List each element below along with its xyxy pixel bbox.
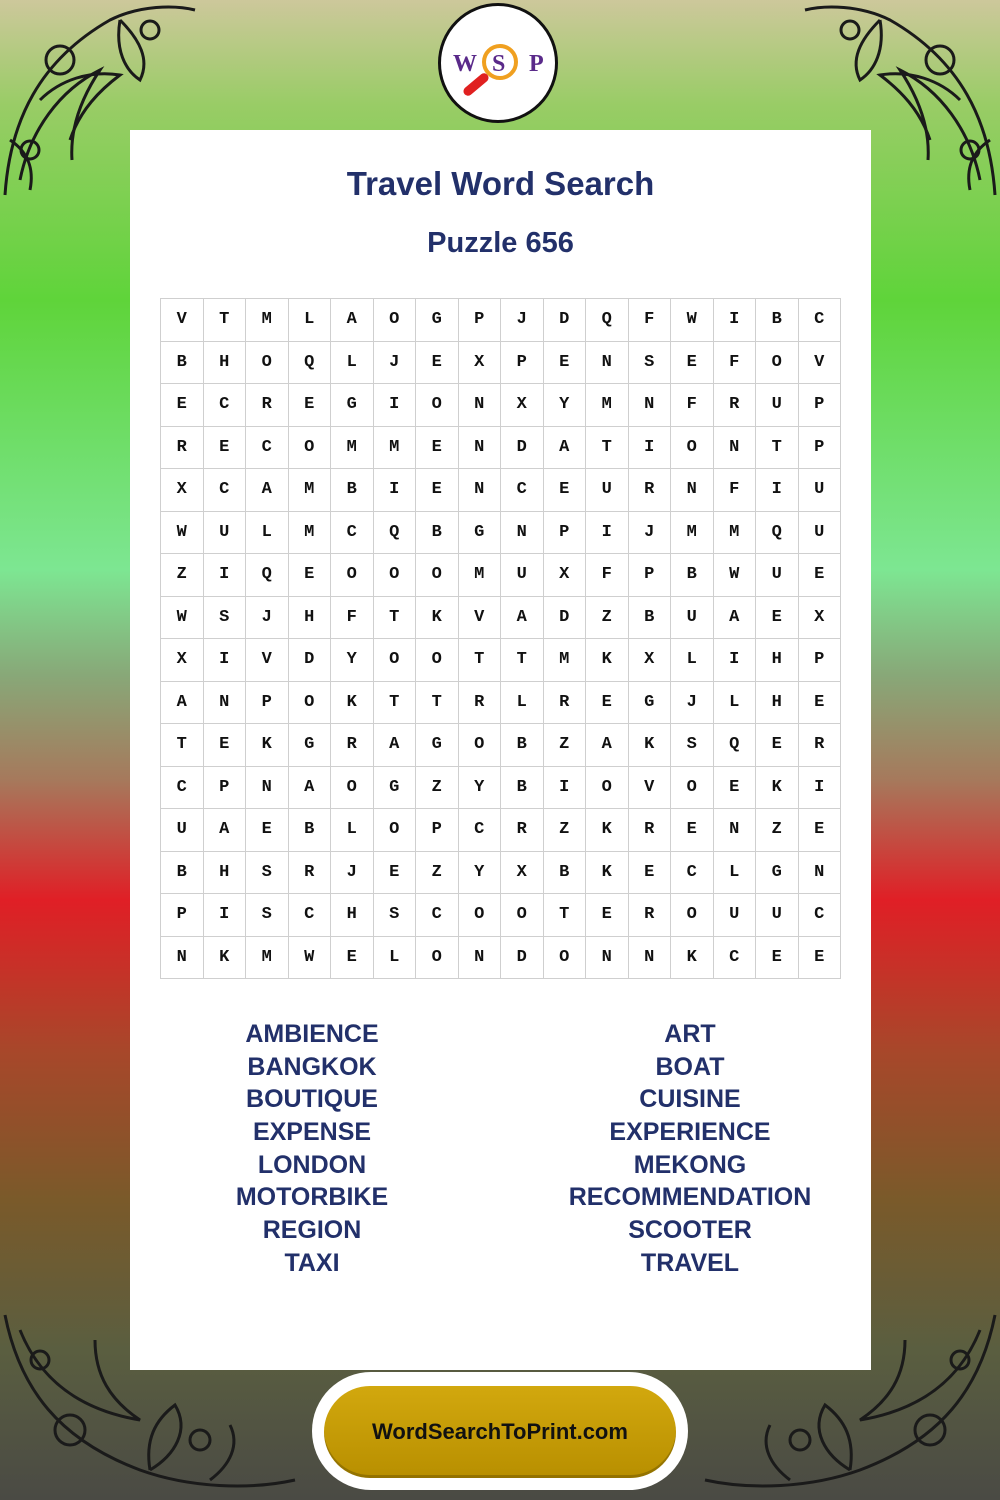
grid-cell[interactable]: F — [629, 299, 672, 342]
word-list-item: AMBIENCE — [245, 1020, 379, 1048]
grid-cell[interactable]: N — [799, 852, 842, 895]
grid-cell[interactable]: P — [799, 427, 842, 470]
grid-cell[interactable]: V — [161, 299, 204, 342]
logo-letter-s: S — [492, 51, 506, 77]
grid-cell[interactable]: I — [374, 384, 417, 427]
grid-cell[interactable]: B — [671, 554, 714, 597]
grid-cell[interactable]: B — [756, 299, 799, 342]
grid-cell[interactable]: S — [671, 724, 714, 767]
grid-cell[interactable]: C — [501, 469, 544, 512]
grid-cell[interactable]: O — [501, 894, 544, 937]
grid-cell[interactable]: W — [671, 299, 714, 342]
grid-cell[interactable]: A — [204, 809, 247, 852]
grid-cell[interactable]: C — [204, 384, 247, 427]
grid-cell[interactable]: Y — [459, 852, 502, 895]
grid-cell[interactable]: Q — [289, 342, 332, 385]
grid-cell[interactable]: K — [629, 724, 672, 767]
grid-cell[interactable]: P — [416, 809, 459, 852]
grid-cell[interactable]: N — [629, 384, 672, 427]
grid-cell[interactable]: G — [374, 767, 417, 810]
grid-cell[interactable]: H — [204, 342, 247, 385]
grid-cell[interactable]: Y — [331, 639, 374, 682]
word-list-left — [212, 1018, 412, 1280]
grid-cell[interactable]: A — [714, 597, 757, 640]
grid-cell[interactable]: C — [459, 809, 502, 852]
grid-cell[interactable]: N — [586, 937, 629, 980]
word-list-item: RECOMMENDATION — [568, 1183, 812, 1212]
grid-cell[interactable]: E — [671, 342, 714, 385]
grid-cell[interactable]: I — [756, 469, 799, 512]
logo-letter-p: P — [529, 51, 544, 77]
grid-cell[interactable]: M — [374, 427, 417, 470]
grid-cell[interactable]: S — [246, 894, 289, 937]
grid-cell[interactable]: J — [629, 512, 672, 555]
grid-cell[interactable]: U — [161, 809, 204, 852]
grid-cell[interactable]: B — [501, 767, 544, 810]
grid-cell[interactable]: O — [416, 554, 459, 597]
grid-cell[interactable]: L — [246, 512, 289, 555]
word-list-item: ART — [664, 1020, 716, 1048]
grid-cell[interactable]: D — [544, 299, 587, 342]
grid-cell[interactable]: I — [204, 639, 247, 682]
grid-cell[interactable]: R — [799, 724, 842, 767]
grid-cell[interactable]: O — [416, 937, 459, 980]
grid-cell[interactable]: O — [416, 639, 459, 682]
grid-cell[interactable]: A — [501, 597, 544, 640]
grid-cell[interactable]: J — [671, 682, 714, 725]
grid-cell[interactable]: C — [799, 299, 842, 342]
grid-cell[interactable]: E — [416, 427, 459, 470]
grid-cell[interactable]: O — [459, 724, 502, 767]
grid-cell[interactable]: M — [289, 469, 332, 512]
grid-cell[interactable]: W — [161, 512, 204, 555]
grid-cell[interactable]: J — [331, 852, 374, 895]
grid-cell[interactable]: I — [629, 427, 672, 470]
letter-grid — [160, 298, 841, 979]
grid-cell[interactable]: A — [289, 767, 332, 810]
grid-cell[interactable]: P — [204, 767, 247, 810]
grid-cell[interactable]: P — [246, 682, 289, 725]
grid-cell[interactable]: L — [331, 342, 374, 385]
grid-cell[interactable]: G — [629, 682, 672, 725]
word-list-item: MOTORBIKE — [235, 1183, 389, 1212]
grid-cell[interactable]: O — [544, 937, 587, 980]
grid-cell[interactable]: E — [204, 427, 247, 470]
grid-cell[interactable]: R — [544, 682, 587, 725]
grid-cell[interactable]: M — [459, 554, 502, 597]
grid-cell[interactable]: C — [246, 427, 289, 470]
grid-cell[interactable]: Y — [544, 384, 587, 427]
grid-cell[interactable]: T — [544, 894, 587, 937]
grid-cell[interactable]: F — [331, 597, 374, 640]
grid-cell[interactable]: O — [374, 299, 417, 342]
grid-cell[interactable]: M — [671, 512, 714, 555]
grid-cell[interactable]: E — [161, 384, 204, 427]
grid-cell[interactable]: E — [799, 554, 842, 597]
grid-cell[interactable]: R — [714, 384, 757, 427]
word-list-item: CUISINE — [639, 1085, 741, 1114]
grid-cell[interactable]: Z — [756, 809, 799, 852]
grid-cell[interactable]: T — [416, 682, 459, 725]
grid-cell[interactable]: A — [331, 299, 374, 342]
grid-cell[interactable]: U — [756, 384, 799, 427]
grid-cell[interactable]: H — [756, 682, 799, 725]
grid-cell[interactable]: B — [161, 342, 204, 385]
grid-cell[interactable]: N — [671, 469, 714, 512]
grid-cell[interactable]: I — [714, 299, 757, 342]
grid-cell[interactable]: Z — [544, 724, 587, 767]
word-list-item: MEKONG — [633, 1150, 747, 1179]
page-title: Travel Word Search — [346, 165, 655, 202]
grid-cell[interactable]: O — [586, 767, 629, 810]
grid-cell[interactable]: I — [204, 894, 247, 937]
grid-cell[interactable]: K — [416, 597, 459, 640]
grid-cell[interactable]: O — [416, 384, 459, 427]
grid-cell[interactable]: R — [246, 384, 289, 427]
grid-cell[interactable]: E — [756, 597, 799, 640]
grid-cell[interactable]: B — [416, 512, 459, 555]
grid-cell[interactable]: P — [799, 639, 842, 682]
grid-cell[interactable]: N — [459, 427, 502, 470]
grid-cell[interactable]: R — [459, 682, 502, 725]
grid-cell[interactable]: N — [204, 682, 247, 725]
logo-letter-w: W — [453, 51, 477, 77]
grid-cell[interactable]: M — [331, 427, 374, 470]
grid-cell[interactable]: W — [289, 937, 332, 980]
grid-cell[interactable]: J — [501, 299, 544, 342]
grid-cell[interactable]: U — [799, 512, 842, 555]
grid-cell[interactable]: Z — [544, 809, 587, 852]
word-list-item: EXPERIENCE — [609, 1118, 771, 1147]
grid-cell[interactable]: U — [671, 597, 714, 640]
grid-cell[interactable]: P — [459, 299, 502, 342]
grid-cell[interactable]: O — [756, 342, 799, 385]
grid-cell[interactable]: E — [416, 342, 459, 385]
grid-cell[interactable]: O — [671, 894, 714, 937]
grid-cell[interactable]: S — [204, 597, 247, 640]
grid-cell[interactable]: V — [799, 342, 842, 385]
grid-cell[interactable]: N — [501, 512, 544, 555]
grid-cell[interactable]: M — [544, 639, 587, 682]
grid-cell[interactable]: L — [714, 682, 757, 725]
grid-cell[interactable]: E — [629, 852, 672, 895]
grid-cell[interactable]: X — [501, 852, 544, 895]
grid-cell[interactable]: F — [714, 469, 757, 512]
grid-cell[interactable]: A — [246, 469, 289, 512]
wsp-logo[interactable] — [438, 3, 558, 123]
grid-cell[interactable]: E — [544, 469, 587, 512]
grid-cell[interactable]: X — [799, 597, 842, 640]
grid-cell[interactable]: T — [374, 597, 417, 640]
grid-cell[interactable]: F — [586, 554, 629, 597]
grid-cell[interactable]: J — [246, 597, 289, 640]
grid-cell[interactable]: N — [629, 937, 672, 980]
grid-cell[interactable]: U — [756, 554, 799, 597]
grid-cell[interactable]: O — [374, 809, 417, 852]
grid-cell[interactable]: E — [799, 682, 842, 725]
grid-cell[interactable]: M — [246, 299, 289, 342]
grid-cell[interactable]: N — [161, 937, 204, 980]
grid-cell[interactable]: N — [714, 809, 757, 852]
grid-cell[interactable]: O — [289, 427, 332, 470]
grid-cell[interactable]: N — [246, 767, 289, 810]
grid-cell[interactable]: B — [544, 852, 587, 895]
grid-cell[interactable]: K — [586, 809, 629, 852]
puzzle-card — [130, 130, 871, 1370]
grid-cell[interactable]: O — [289, 682, 332, 725]
word-list-item: EXPENSE — [252, 1118, 372, 1147]
grid-cell[interactable]: C — [671, 852, 714, 895]
grid-cell[interactable]: E — [799, 809, 842, 852]
grid-cell[interactable]: O — [671, 427, 714, 470]
grid-cell[interactable]: C — [416, 894, 459, 937]
puzzle-number: Puzzle 656 — [427, 227, 574, 259]
word-list-item: BOUTIQUE — [246, 1085, 378, 1114]
word-list-item: REGION — [262, 1216, 362, 1245]
grid-cell[interactable]: A — [374, 724, 417, 767]
grid-cell[interactable]: P — [161, 894, 204, 937]
grid-cell[interactable]: E — [714, 767, 757, 810]
grid-cell[interactable]: E — [586, 682, 629, 725]
word-list-item: TRAVEL — [640, 1248, 740, 1277]
grid-cell[interactable]: H — [204, 852, 247, 895]
grid-cell[interactable]: A — [586, 724, 629, 767]
grid-cell[interactable]: T — [459, 639, 502, 682]
grid-cell[interactable]: M — [586, 384, 629, 427]
grid-cell[interactable]: E — [671, 809, 714, 852]
grid-cell[interactable]: K — [331, 682, 374, 725]
grid-cell[interactable]: C — [714, 937, 757, 980]
word-list-right — [540, 1018, 840, 1280]
grid-cell[interactable]: L — [501, 682, 544, 725]
grid-cell[interactable]: S — [629, 342, 672, 385]
grid-cell[interactable]: N — [586, 342, 629, 385]
grid-cell[interactable]: J — [374, 342, 417, 385]
grid-cell[interactable]: S — [374, 894, 417, 937]
grid-cell[interactable]: L — [714, 852, 757, 895]
grid-cell[interactable]: P — [544, 512, 587, 555]
grid-cell[interactable]: G — [416, 724, 459, 767]
grid-cell[interactable]: B — [161, 852, 204, 895]
grid-cell[interactable]: D — [289, 639, 332, 682]
grid-cell[interactable]: P — [501, 342, 544, 385]
grid-cell[interactable]: C — [331, 512, 374, 555]
grid-cell[interactable]: R — [629, 809, 672, 852]
grid-cell[interactable]: M — [246, 937, 289, 980]
grid-cell[interactable]: X — [459, 342, 502, 385]
grid-cell[interactable]: T — [501, 639, 544, 682]
grid-cell[interactable]: Q — [756, 512, 799, 555]
grid-cell[interactable]: B — [331, 469, 374, 512]
grid-cell[interactable]: K — [586, 639, 629, 682]
grid-cell[interactable]: N — [459, 384, 502, 427]
grid-cell[interactable]: Q — [714, 724, 757, 767]
grid-cell[interactable]: K — [756, 767, 799, 810]
grid-cell[interactable]: O — [459, 894, 502, 937]
grid-cell[interactable]: U — [799, 469, 842, 512]
grid-cell[interactable]: I — [586, 512, 629, 555]
word-list-item: LONDON — [257, 1150, 367, 1179]
grid-cell[interactable]: H — [331, 894, 374, 937]
grid-cell[interactable]: G — [459, 512, 502, 555]
grid-cell[interactable]: T — [161, 724, 204, 767]
grid-cell[interactable]: W — [161, 597, 204, 640]
grid-cell[interactable]: V — [459, 597, 502, 640]
grid-cell[interactable]: G — [756, 852, 799, 895]
grid-cell[interactable]: L — [331, 809, 374, 852]
grid-cell[interactable]: T — [756, 427, 799, 470]
grid-cell[interactable]: E — [416, 469, 459, 512]
grid-cell[interactable]: R — [289, 852, 332, 895]
site-link[interactable]: WordSearchToPrint.com — [324, 1386, 676, 1478]
grid-cell[interactable]: I — [374, 469, 417, 512]
grid-cell[interactable]: U — [714, 894, 757, 937]
grid-cell[interactable]: D — [544, 597, 587, 640]
grid-cell[interactable]: Q — [246, 554, 289, 597]
grid-cell[interactable]: G — [416, 299, 459, 342]
grid-cell[interactable]: E — [246, 809, 289, 852]
grid-cell[interactable]: I — [714, 639, 757, 682]
grid-cell[interactable]: X — [161, 639, 204, 682]
grid-cell[interactable]: O — [331, 767, 374, 810]
grid-cell[interactable]: X — [161, 469, 204, 512]
word-list-item: SCOOTER — [628, 1216, 752, 1245]
grid-cell[interactable]: R — [161, 427, 204, 470]
grid-cell[interactable]: T — [204, 299, 247, 342]
grid-cell[interactable]: E — [756, 724, 799, 767]
grid-cell[interactable]: K — [586, 852, 629, 895]
grid-cell[interactable]: L — [289, 299, 332, 342]
grid-cell[interactable]: R — [501, 809, 544, 852]
grid-cell[interactable]: I — [799, 767, 842, 810]
grid-cell[interactable]: N — [459, 469, 502, 512]
grid-cell[interactable]: H — [756, 639, 799, 682]
grid-cell[interactable]: I — [204, 554, 247, 597]
grid-cell[interactable]: Z — [586, 597, 629, 640]
grid-cell[interactable]: R — [331, 724, 374, 767]
grid-cell[interactable]: N — [714, 427, 757, 470]
grid-cell[interactable]: X — [544, 554, 587, 597]
grid-cell[interactable]: X — [501, 384, 544, 427]
grid-cell[interactable]: F — [671, 384, 714, 427]
grid-cell[interactable]: E — [331, 937, 374, 980]
grid-cell[interactable]: Z — [416, 767, 459, 810]
grid-cell[interactable]: O — [374, 554, 417, 597]
grid-cell[interactable]: D — [501, 427, 544, 470]
grid-cell[interactable]: Q — [586, 299, 629, 342]
grid-cell[interactable]: B — [629, 597, 672, 640]
grid-cell[interactable]: Z — [416, 852, 459, 895]
grid-cell[interactable]: T — [586, 427, 629, 470]
grid-cell[interactable]: O — [671, 767, 714, 810]
grid-cell[interactable]: M — [289, 512, 332, 555]
grid-cell[interactable]: C — [204, 469, 247, 512]
grid-cell[interactable]: B — [289, 809, 332, 852]
grid-cell[interactable]: K — [246, 724, 289, 767]
grid-cell[interactable]: A — [544, 427, 587, 470]
grid-cell[interactable]: E — [756, 937, 799, 980]
grid-cell[interactable]: C — [289, 894, 332, 937]
footer-badge — [312, 1372, 688, 1490]
grid-cell[interactable]: L — [671, 639, 714, 682]
grid-cell[interactable]: X — [629, 639, 672, 682]
grid-cell[interactable]: U — [586, 469, 629, 512]
grid-cell[interactable]: E — [289, 554, 332, 597]
grid-cell[interactable]: U — [756, 894, 799, 937]
grid-cell[interactable]: R — [629, 894, 672, 937]
grid-cell[interactable]: N — [459, 937, 502, 980]
grid-cell[interactable]: E — [204, 724, 247, 767]
grid-cell[interactable]: A — [161, 682, 204, 725]
grid-cell[interactable]: P — [629, 554, 672, 597]
word-list-item: TAXI — [284, 1248, 340, 1277]
grid-cell[interactable]: K — [204, 937, 247, 980]
grid-cell[interactable]: C — [799, 894, 842, 937]
grid-cell[interactable]: V — [246, 639, 289, 682]
word-list-item: BANGKOK — [247, 1052, 377, 1081]
grid-cell[interactable]: P — [799, 384, 842, 427]
grid-cell[interactable]: T — [374, 682, 417, 725]
grid-cell[interactable]: I — [544, 767, 587, 810]
grid-cell[interactable]: S — [246, 852, 289, 895]
grid-cell[interactable]: O — [374, 639, 417, 682]
grid-cell[interactable]: B — [501, 724, 544, 767]
grid-cell[interactable]: F — [714, 342, 757, 385]
grid-cell[interactable]: R — [629, 469, 672, 512]
grid-cell[interactable]: E — [799, 937, 842, 980]
grid-cell[interactable]: E — [586, 894, 629, 937]
word-list-item: BOAT — [655, 1052, 725, 1081]
grid-cell[interactable]: M — [714, 512, 757, 555]
grid-cell[interactable]: O — [331, 554, 374, 597]
grid-cell[interactable]: Y — [459, 767, 502, 810]
grid-cell[interactable]: E — [374, 852, 417, 895]
grid-cell[interactable]: G — [289, 724, 332, 767]
grid-cell[interactable]: U — [204, 512, 247, 555]
grid-cell[interactable]: L — [374, 937, 417, 980]
grid-cell[interactable]: C — [161, 767, 204, 810]
grid-cell[interactable]: Z — [161, 554, 204, 597]
grid-cell[interactable]: E — [544, 342, 587, 385]
grid-cell[interactable]: G — [331, 384, 374, 427]
grid-cell[interactable]: O — [246, 342, 289, 385]
grid-cell[interactable]: D — [501, 937, 544, 980]
grid-cell[interactable]: H — [289, 597, 332, 640]
grid-cell[interactable]: U — [501, 554, 544, 597]
grid-cell[interactable]: K — [671, 937, 714, 980]
grid-cell[interactable]: V — [629, 767, 672, 810]
grid-cell[interactable]: E — [289, 384, 332, 427]
grid-cell[interactable]: W — [714, 554, 757, 597]
grid-cell[interactable]: Q — [374, 512, 417, 555]
